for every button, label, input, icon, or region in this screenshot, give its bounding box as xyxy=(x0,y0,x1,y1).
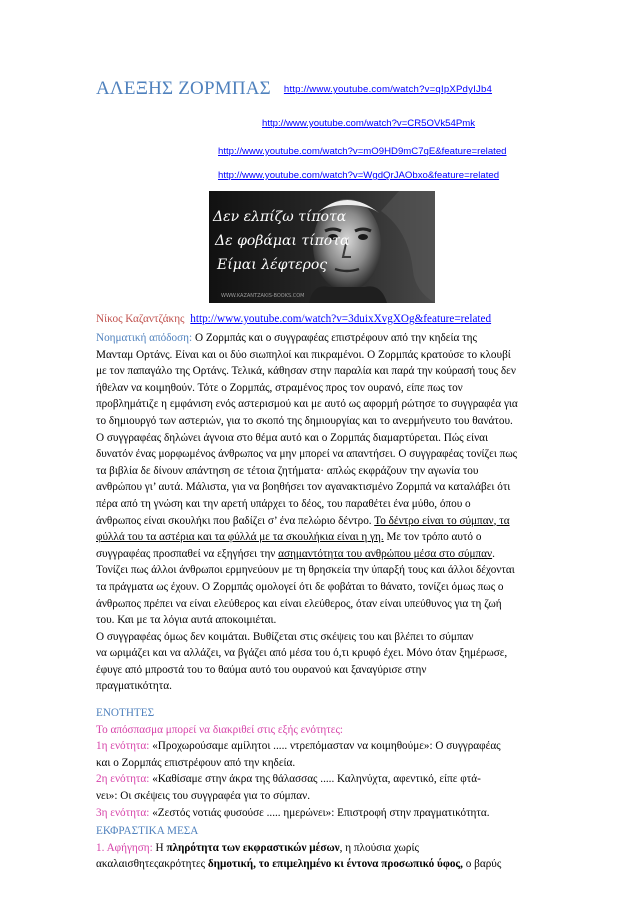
document-title xyxy=(96,78,492,100)
unit-text: νει»: Οι σκέψεις του συγγραφέα για το σύμπαν. xyxy=(96,789,311,802)
means-text: , η πλούσια χωρίς xyxy=(339,841,419,854)
summary-line: πέρα από τη γνώση και την αρετή υπάρχει το δέος, του παραθέτει ένα μύθο, όπου ο xyxy=(96,497,471,510)
units-section xyxy=(96,705,546,821)
means-text: Η xyxy=(152,841,167,854)
summary-line: άνθρωπος πρέπει να είναι ελεύθερος και είναι ελεύθερος, όταν είναι υπεύθυνος για τη ζωή xyxy=(96,597,502,610)
summary-line: Μανταμ Ορτάνς. Είναι και οι δύο σιωπηλοί και πικραμένοι. Ο Ζορμπάς κρατούσε το κλουβί xyxy=(96,348,511,361)
means-bold: δημοτική, το επιμελημένο κι έντονα προσωπικό ύφος, xyxy=(207,858,463,871)
video-link-3[interactable]: http://www.youtube.com/watch?v=mO9HD9mC7qE&feature=related xyxy=(218,146,507,157)
summary-line: πραγματικότητα. xyxy=(96,680,172,693)
summary-line: τα πράγματα ως έχουν. Ο Ζορμπάς ομολογεί ότι δε φοβάται το θάνατο, τονίζει όμως πως ο xyxy=(96,580,504,593)
summary-line: Ο συγγραφέας δηλώνει άγνοια στο θέμα αυτό και ο Ζορμπάς διαμαρτύρεται. Πώς είναι xyxy=(96,431,489,444)
means-section xyxy=(96,823,546,873)
handwriting-line-2: Δε φοβάμαι τίποτα xyxy=(215,233,350,249)
summary-line: Ο Ζορμπάς και ο συγγραφέας επιστρέφουν από την κηδεία της xyxy=(192,332,477,344)
photo-image xyxy=(209,191,435,303)
means-item-label: 1. Αφήγηση: xyxy=(96,841,153,854)
units-intro: Το απόσπασμα μπορεί να διακριθεί στις εξής ενότητες: xyxy=(96,723,344,736)
summary-line: με τον παπαγάλο της Ορτάνς. Τελικά, κάθησαν στην παραλία και παρά την κούρασή τους δεν xyxy=(96,365,516,378)
summary-line: Ο συγγραφέας όμως δεν κοιμάται. Βυθίζεται στις σκέψεις του και βλέπει το σύμπαν xyxy=(96,630,474,643)
summary-line: Τονίζει πως άλλοι άνθρωποι ερμηνεύουν με τη θρησκεία την ύπαρξή τους και άλλοι δέχονται xyxy=(96,564,515,577)
photo-watermark: WWW.KAZANTZAKIS-BOOKS.COM xyxy=(221,293,305,299)
means-text: ακαλαισθητεςακρότητες xyxy=(96,858,208,871)
summary-line: Με τον τρόπο αυτό ο xyxy=(383,531,482,544)
means-bold: πληρότητα των εκφραστικών μέσων xyxy=(166,841,340,854)
summary-line: του. Και με τα λόγια αυτά αποκοιμιέται. xyxy=(96,614,277,627)
unit-label: 2η ενότητα: xyxy=(96,773,150,786)
summary-line: τα βιβλία δε δίνουν απάντηση σε τέτοια ζητήματα· απλώς εκφράζουν την αγωνία του xyxy=(96,464,479,477)
summary-line: το δημιουργό των αστεριών, για το σκοπό της δημιουργίας και το ανερμήνευτο του θανάτου. xyxy=(96,414,513,427)
photo-caption xyxy=(96,313,491,325)
summary-line: να ωριμάζει και να αλλάζει, να βγάζει από μέσα του ό,τι κρυφό έχει. Μόνο όταν ξημέρωσε, xyxy=(96,647,508,660)
summary-section xyxy=(96,330,546,695)
unit-text: «Καθίσαμε στην άκρα της θάλασσας ..... Καληνύχτα, αφεντικό, είπε φτά- xyxy=(149,773,481,786)
author-video-link[interactable]: http://www.youtube.com/watch?v=3duixXvgXOg&feature=related xyxy=(190,313,492,325)
unit-label: 1η ενότητα: xyxy=(96,740,150,753)
author-name: Νίκος Καζαντζάκης xyxy=(96,313,185,325)
unit-label: 3η ενότητα: xyxy=(96,806,150,819)
summary-line: δυνατόν ένας μορφωμένος άνθρωπος να μην μπορεί να απαντήσει. Ο συγγραφέας τονίζει πως xyxy=(96,448,518,461)
handwriting-line-1: Δεν ελπίζω τίποτα xyxy=(213,209,347,225)
title-text: ΑΛΕΞΗΣ ΖΟΡΜΠΑΣ xyxy=(96,78,271,99)
summary-line: έφυγε από μπροστά του το θαύμα αυτό του ουρανού και ξαναγύρισε στην xyxy=(96,663,427,676)
means-text: ο βαρύς xyxy=(462,858,502,871)
summary-line: ανθρώπου γι’ αυτά. Μάλιστα, για να βοηθήσει τον αγανακτισμένο Ζορμπά να καταλάβει ότι xyxy=(96,481,511,494)
summary-line: άνθρωπος είναι σκουλήκι που βαδίζει σ’ ένα πελώριο δέντρο. xyxy=(96,514,375,527)
units-heading: ΕΝΟΤΗΤΕΣ xyxy=(96,707,155,719)
handwriting-line-3: Είμαι λέφτερος xyxy=(217,257,328,273)
summary-underlined: φύλλά του τα αστέρια και τα φύλλά με τα σκουλήκια είναι η γη. xyxy=(96,531,384,544)
video-link-2[interactable]: http://www.youtube.com/watch?v=CR5OVk54Pmk xyxy=(262,118,476,129)
summary-line: . xyxy=(492,547,495,560)
unit-text: και ο Ζορμπάς επιστρέφουν από την κηδεία. xyxy=(96,756,296,769)
unit-text: «Προχωρούσαμε αμίλητοι ..... ντρεπόμασταν να κοιμηθούμε»: Ο συγγραφέας xyxy=(149,740,501,753)
summary-line: ήθελαν να κοιμηθούν. Τότε ο Ζορμπάς, στραμένος προς τον ουρανό, είπε πως τον xyxy=(96,381,463,394)
video-link-4[interactable]: http://www.youtube.com/watch?v=WgdQrJAObxo&feature=related xyxy=(218,170,500,181)
summary-line: προβλημάτιζε η εμφάνιση ενός αστερισμού και με αυτό ως αφορμή ρώτησε το συγγραφέα για xyxy=(96,398,518,411)
summary-label: Νοηματική απόδοση: xyxy=(96,332,193,344)
summary-line: συγγραφέας προσπαθεί να εξηγήσει την xyxy=(96,547,279,560)
unit-text: «Ζεστός νοτιάς φυσούσε ..... ημερώνει»: Επιστροφή στην πραγματικότητα. xyxy=(149,806,490,819)
video-link-1[interactable]: http://www.youtube.com/watch?v=qIpXPdyIJb4 xyxy=(283,84,493,95)
summary-underlined: Το δέντρο είναι το σύμπαν, τα xyxy=(374,514,510,527)
kazantzakis-photo xyxy=(209,191,435,303)
means-heading: ΕΚΦΡΑΣΤΙΚΑ ΜΕΣΑ xyxy=(96,825,199,837)
summary-underlined: ασημαντότητα του ανθρώπου μέσα στο σύμπαν xyxy=(278,547,493,560)
